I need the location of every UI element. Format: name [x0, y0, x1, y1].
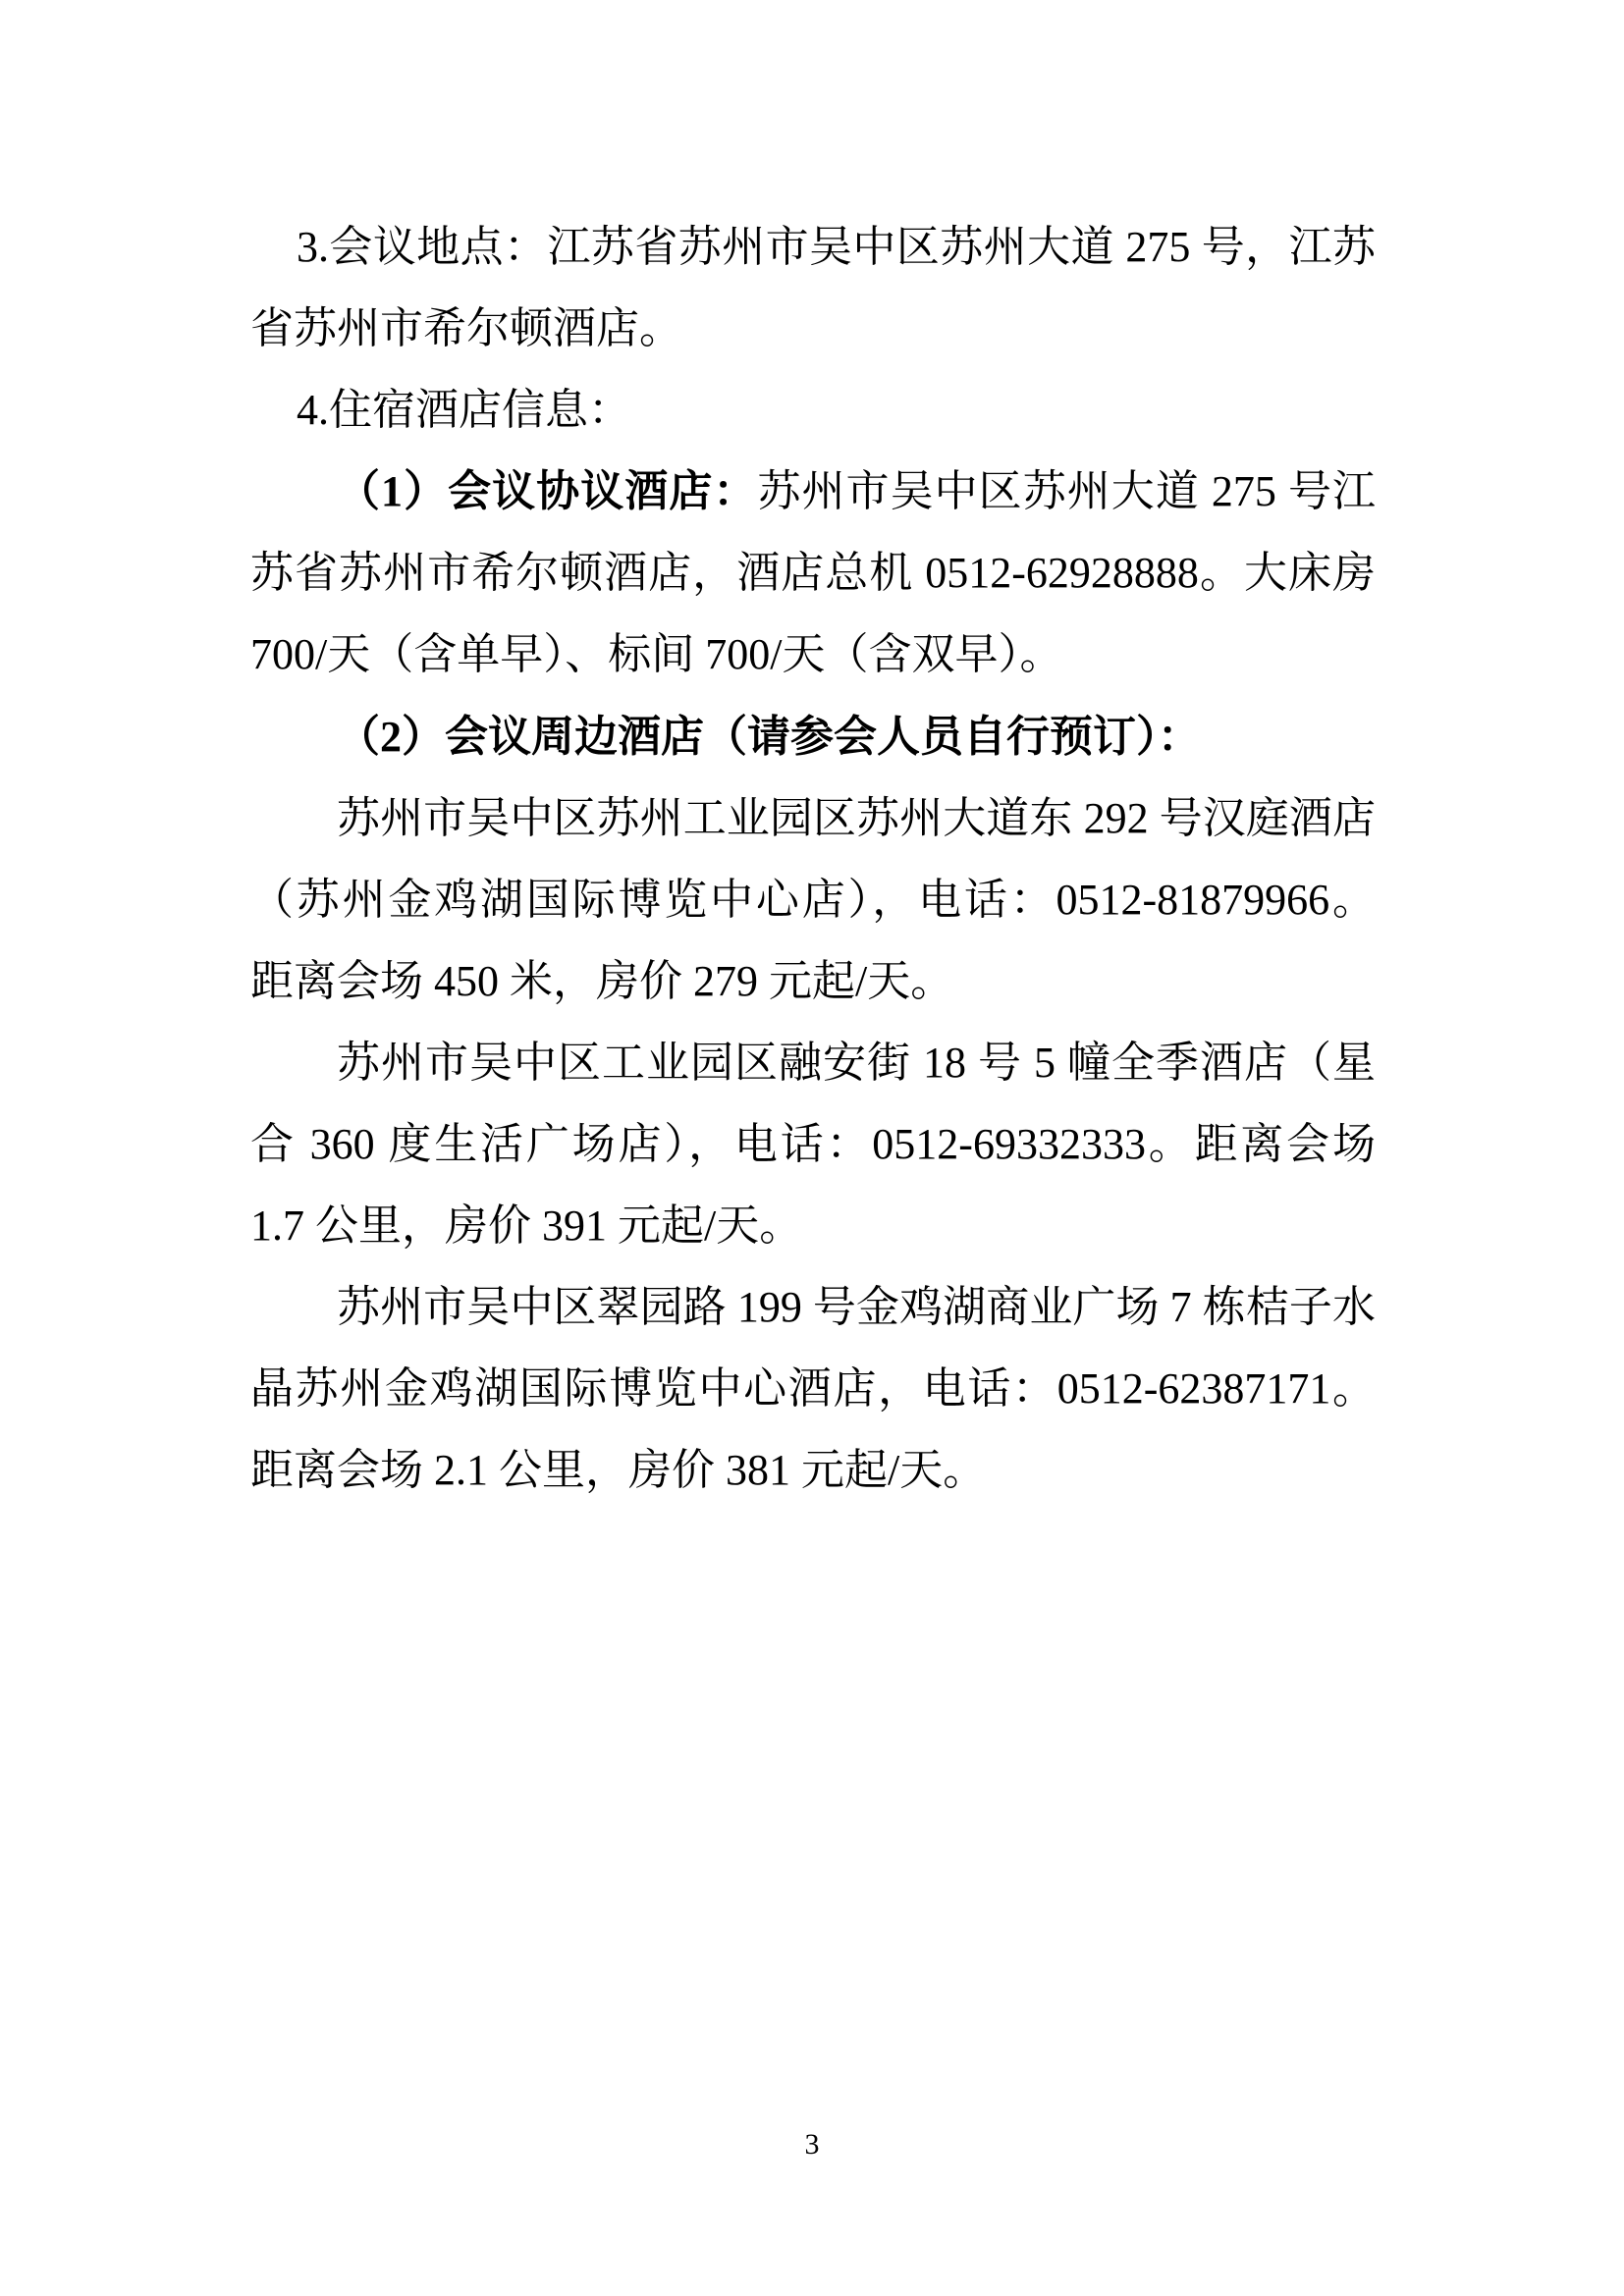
text-line-agreement-hotel-3: [250, 614, 1376, 695]
text-line-nearby-hotels-heading: [250, 696, 1376, 777]
text-line-meeting-location-2: [250, 288, 1376, 369]
text-line-meeting-location-1: [250, 206, 1376, 288]
line-bold-segment: （2）会议周边酒店（请参会人员自行预订）：: [337, 712, 1201, 761]
text-line-hanting-hotel-2: [250, 859, 1376, 940]
line-text-segment: 距离会场 2.1 公里，房价 381 元起/天。: [250, 1446, 987, 1495]
page-number: 3: [804, 2128, 820, 2161]
line-text-segment: 苏州市吴中区苏州工业园区苏州大道东 292 号汉庭酒店: [337, 793, 1376, 842]
line-text-segment: 1.7 公里，房价 391 元起/天。: [250, 1201, 803, 1251]
line-text-segment: 合 360 度生活广场店），电话：0512-69332333。距离会场: [250, 1120, 1376, 1169]
text-line-hanting-hotel-1: [250, 777, 1376, 859]
line-text-segment: （苏州金鸡湖国际博览中心店），电话：0512-81879966。: [250, 875, 1376, 924]
text-line-orange-crystal-hotel-1: [250, 1266, 1376, 1348]
document-body: [250, 206, 1376, 1512]
line-text-segment: 距离会场 450 米，房价 279 元起/天。: [250, 956, 954, 1005]
line-text-segment: 700/天（含单早）、标间 700/天（含双早）。: [250, 630, 1063, 679]
line-text-segment: 省苏州市希尔顿酒店。: [250, 304, 682, 353]
line-text-segment: 4.住宿酒店信息：: [297, 386, 631, 435]
text-line-quanji-hotel-2: [250, 1103, 1376, 1185]
line-text-segment: 苏省苏州市希尔顿酒店，酒店总机 0512-62928888。大床房: [250, 549, 1376, 598]
text-line-agreement-hotel-2: [250, 532, 1376, 614]
line-text-segment: 3.会议地点：江苏省苏州市吴中区苏州大道 275 号，江苏: [297, 223, 1376, 271]
text-line-quanji-hotel-3: [250, 1185, 1376, 1266]
line-text-segment: 苏州市吴中区工业园区融安街 18 号 5 幢全季酒店（星: [337, 1038, 1376, 1087]
text-line-agreement-hotel-1: [250, 451, 1376, 532]
text-line-orange-crystal-hotel-2: [250, 1348, 1376, 1429]
line-text-segment: 晶苏州金鸡湖国际博览中心酒店，电话：0512-62387171。: [250, 1364, 1376, 1414]
text-line-orange-crystal-hotel-3: [250, 1429, 1376, 1511]
line-text-segment: 苏州市吴中区翠园路 199 号金鸡湖商业广场 7 栋桔子水: [337, 1283, 1376, 1332]
text-line-hotel-info-heading: [250, 369, 1376, 451]
line-text-segment: 苏州市吴中区苏州大道 275 号江: [757, 467, 1377, 516]
text-line-hanting-hotel-3: [250, 940, 1376, 1022]
text-line-quanji-hotel-1: [250, 1022, 1376, 1103]
line-bold-segment: （1）会议协议酒店：: [337, 467, 758, 516]
